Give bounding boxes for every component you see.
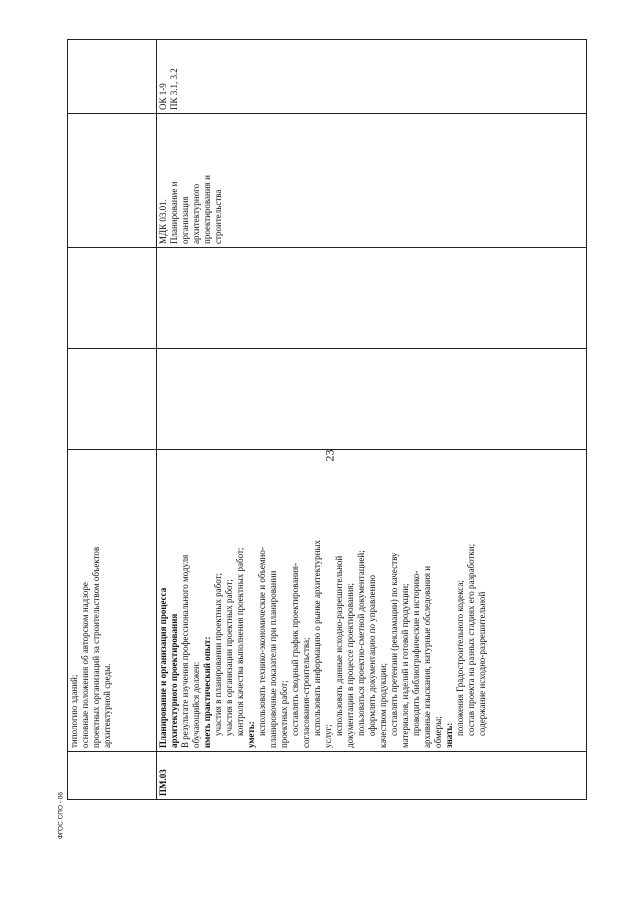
skills-line: использовать технико-экономические и объемно- xyxy=(257,547,267,736)
skills-line: составлять претензии (рекламации) по качеству xyxy=(389,552,399,736)
mdk-line: архитектурного xyxy=(191,183,201,244)
skills-line: материалов, изделий и готовой продукции; xyxy=(400,583,410,748)
mdk-line: строительства xyxy=(213,189,223,244)
module-content-cell xyxy=(157,450,587,752)
practice-item: контроля качества выполнения проектных работ; xyxy=(235,547,245,736)
intro-line: В результате изучения профессионального модуля xyxy=(180,554,190,748)
mdk-cell xyxy=(157,114,587,248)
skills-heading: уметь: xyxy=(246,721,256,748)
rotated-table-wrapper xyxy=(67,40,582,800)
empty-cell xyxy=(68,349,157,450)
content-line: архитектурной среды. xyxy=(102,663,112,748)
rotated-table-inner xyxy=(67,40,582,800)
module-title-line: Планирование и организация процесса xyxy=(158,587,168,748)
competencies-cell xyxy=(157,40,587,114)
empty-cell xyxy=(157,248,587,349)
content-line: проектных организаций за строительством объектов xyxy=(91,546,101,748)
skills-line: архивные изыскания, натурные обследования и xyxy=(422,565,432,748)
module-code-cell: ПМ.03 xyxy=(157,752,587,800)
skills-line: составлять сводный график проектирования- xyxy=(290,562,300,736)
footer-label: ФГОС СПО - 06 xyxy=(57,791,65,840)
content-line: типологию зданий; xyxy=(69,674,79,748)
table-row xyxy=(68,40,157,800)
mdk-line: проектирования и xyxy=(202,175,212,244)
skills-line: пользоваться проектно-сметной документацией; xyxy=(356,550,366,736)
skills-line: оформлять документацию по управлению xyxy=(367,574,377,736)
skills-line: использовать информацию о рынке архитектурных xyxy=(312,539,322,736)
mdk-line: организация xyxy=(180,196,190,244)
skills-line: документации в процессе проектирования; xyxy=(345,583,355,748)
intro-line: обучающийся должен: xyxy=(191,661,201,748)
know-line: положения Градостроительного кодекса; xyxy=(455,580,465,736)
skills-line: использовать данные исходно-разрешительной xyxy=(334,555,344,736)
table-row xyxy=(157,40,587,800)
skills-line: услуг; xyxy=(323,724,333,748)
competency-line: ПК 3.1, 3.2 xyxy=(169,68,179,110)
module-title-line: архитектурного проектирования xyxy=(169,613,179,748)
skills-line: планировочные показатели при планировании xyxy=(268,570,278,748)
practice-heading: иметь практический опыт: xyxy=(202,636,212,748)
mdk-line: Планирование и xyxy=(169,181,179,244)
skills-line: проектных работ; xyxy=(279,680,289,748)
skills-line: обмеры; xyxy=(433,716,443,748)
page-number: 23 xyxy=(322,449,337,462)
skills-line: согласования-строительства; xyxy=(301,637,311,748)
skills-line: проводить библиографические и историко- xyxy=(411,570,421,736)
empty-cell xyxy=(68,40,157,114)
content-line: основные положения об авторском надзоре xyxy=(80,582,90,748)
know-line: содержание исходно-разрешительной xyxy=(477,591,487,736)
empty-cell xyxy=(68,114,157,248)
practice-item: участия в организации проектных работ; xyxy=(224,579,234,736)
empty-cell xyxy=(68,248,157,349)
code-cell xyxy=(68,752,157,800)
know-heading: знать: xyxy=(444,722,454,748)
practice-item: участия в планировании проектных работ; xyxy=(213,572,223,736)
mdk-line: МДК 03.01. xyxy=(158,199,168,244)
competency-line: ОК 1-9 xyxy=(158,83,168,110)
skills-line: качеством продукции; xyxy=(378,663,388,748)
curriculum-table xyxy=(67,39,587,800)
empty-cell xyxy=(157,349,587,450)
know-line: состав проекта на разных стадиях его разработки; xyxy=(466,543,476,736)
content-cell xyxy=(68,450,157,752)
